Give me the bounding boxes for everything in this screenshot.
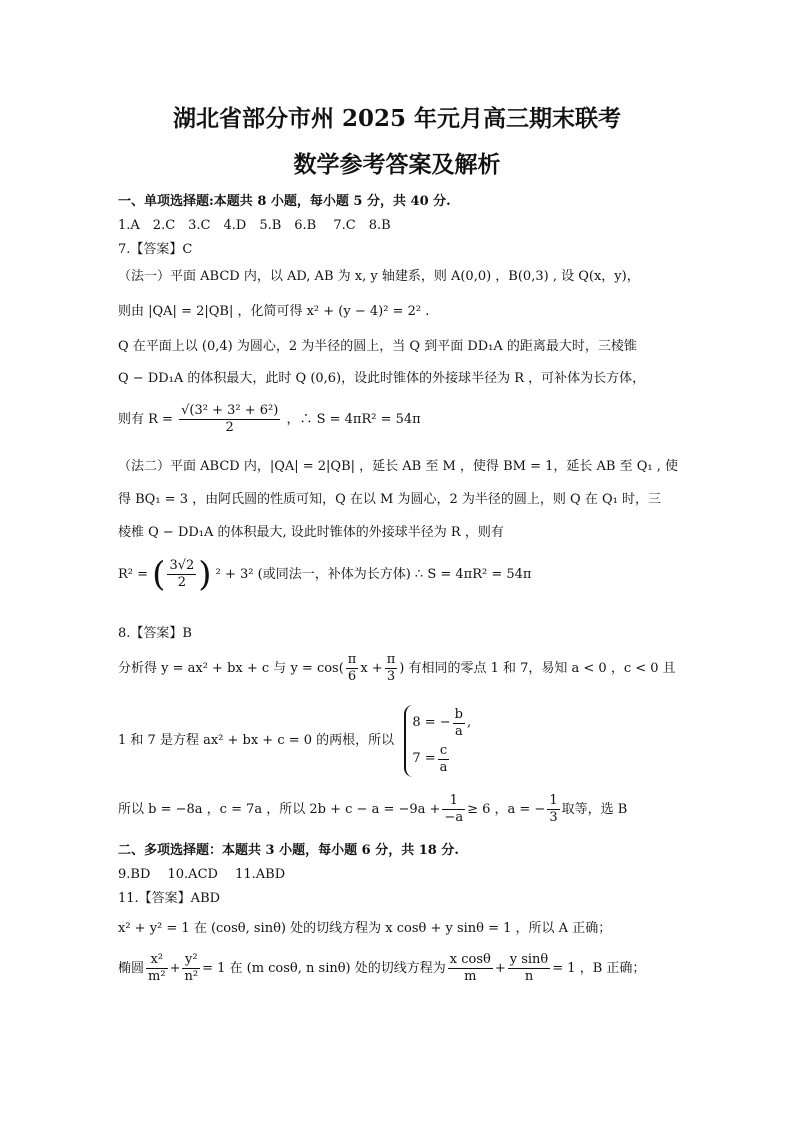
system-row-1: 8 = − $\frac{b}{a}$ , — [412, 706, 472, 739]
q7-line-4: Q − DD₁A 的体积最大，此时 Q (0,6)，设此时锥体的外接球半径为 R ，可补体为长方体， — [118, 371, 646, 386]
one-over-neg-a: $\frac{1}{-a}$ — [444, 793, 464, 825]
q8-answer-label: 8.【答案】B — [118, 626, 192, 641]
q8-equation-system — [404, 705, 471, 777]
page-title: 湖北省部分市州 2025 年元月高三期末联考 — [172, 105, 622, 132]
q11-answer-label: 11.【答案】ABD — [118, 891, 221, 906]
system-row-2: 7 = $\frac{c}{a}$ — [412, 742, 448, 775]
q11-line-1: x² + y² = 1 在 (cosθ, sinθ) 处的切线方程为 x cosθ + y sinθ = 1 ，所以 A 正确； — [118, 921, 612, 936]
q8-line-1: 分析得 y = ax² + bx + c 与 y = cos( $\frac{\pi}{6}$ x + $\frac{\pi}{3}$ ) 有相同的零点 1 和 7，易知 a < 0 ，c < 0 且 — [118, 652, 676, 684]
q7-answer-label: 7.【答案】C — [118, 242, 193, 257]
pi-over-6: $\frac{\pi}{6}$ — [347, 652, 357, 684]
b-over-a: $\frac{b}{a}$ — [454, 706, 463, 739]
q7-line-5 — [118, 403, 421, 436]
pi-over-3: $\frac{\pi}{3}$ — [386, 652, 396, 684]
ysin-over-n: $\frac{\text{y sinθ}}{n}$ — [509, 952, 549, 984]
x2-over-m2: $\frac{\text{x²}}{\text{m²}}$ — [148, 952, 166, 984]
right-paren: ) — [198, 554, 212, 595]
q7-sphere-area: ，∴ S = 4πR² = 54π — [286, 412, 421, 427]
q8-line-2: 1 和 7 是方程 ax² + bx + c = 0 的两根，所以 8 = − $\frac{b}{a}$ , 7 = $\frac{c}{a}$ — [118, 705, 471, 777]
q8-line-3: 所以 b = −8a ，c = 7a ，所以 2b + c − a = −9a + $\frac{1}{-a}$ ≥ 6 ，a = − $\frac{1}{3}$ 取等，选 B — [118, 793, 628, 825]
page-subtitle: 数学参考答案及解析 — [293, 151, 501, 178]
section-1-answers: 1.A 2.C 3.C 4.D 5.B 6.B 7.C 8.B — [118, 218, 391, 233]
y2-over-n2: $\frac{\text{y²}}{\text{n²}}$ — [184, 952, 199, 984]
q7-line-8: 棱椎 Q − DD₁A 的体积最大, 设此时锥体的外接球半径为 R ，则有 — [118, 525, 504, 540]
section-1-heading: 一、单项选择题:本题共 8 小题，每小题 5 分，共 40 分. — [118, 194, 451, 209]
q7-radius-lhs: 则有 R = — [118, 412, 173, 427]
section-2-heading: 二、多项选择题：本题共 3 小题，每小题 6 分，共 18 分. — [118, 843, 459, 858]
one-third: $\frac{1}{3}$ — [549, 793, 558, 825]
q7-line-3: Q 在平面上以 (0,4) 为圆心，2 为半径的圆上，当 Q 到平面 DD₁A 的距离最大时，三棱锥 — [118, 339, 637, 354]
xcos-over-m: $\frac{\text{x cosθ}}{m}$ — [449, 952, 491, 984]
section-2-answers: 9.BD 10.ACD 11.ABD — [118, 867, 286, 882]
q7-line-2: 则由 |QA| = 2|QB| ，化简可得 x² + (y − 4)² = 2² . — [118, 304, 430, 319]
q7-line-6: （法二）平面 ABCD 内，|QA| = 2|QB| ，延长 AB 至 M ，使得 BM = 1，延长 AB 至 Q₁ , 使 — [118, 459, 678, 474]
left-paren: ( — [152, 554, 166, 595]
q7-line-1: （法一）平面 ABCD 内，以 AD, AB 为 x, y 轴建系，则 A(0,0) ，B(0,3) , 设 Q(x，y)， — [118, 269, 640, 284]
q11-line-2: 椭圆 $\frac{\text{x²}}{\text{m²}}$ + $\frac{\text{y²}}{\text{n²}}$ = 1 在 (m cosθ, n sinθ) 处的切线方程为 $\frac{\text{x cosθ}}{m}$ + $\frac{\text{y sinθ}}{n}$ = 1 ，B 正确； — [118, 952, 646, 984]
q7-line-7: 得 BQ₁ = 3 ，由阿氏圆的性质可知，Q 在以 M 为圆心，2 为半径的圆上，则 Q 在 Q₁ 时，三 — [118, 492, 661, 507]
q7-r2-fraction: $\frac{3√2}{2}$ — [169, 558, 195, 590]
c-over-a: $\frac{c}{a}$ — [439, 742, 448, 775]
q7-radius-fraction: $\frac{\text{√(3² + 3² + 6²)}}{2}$ — [181, 403, 279, 435]
q7-line-9: R² = ( $\frac{3√2}{2}$ ) ² + 3² (或同法一，补体为长方体) ∴ S = 4πR² = 54π — [118, 554, 532, 595]
